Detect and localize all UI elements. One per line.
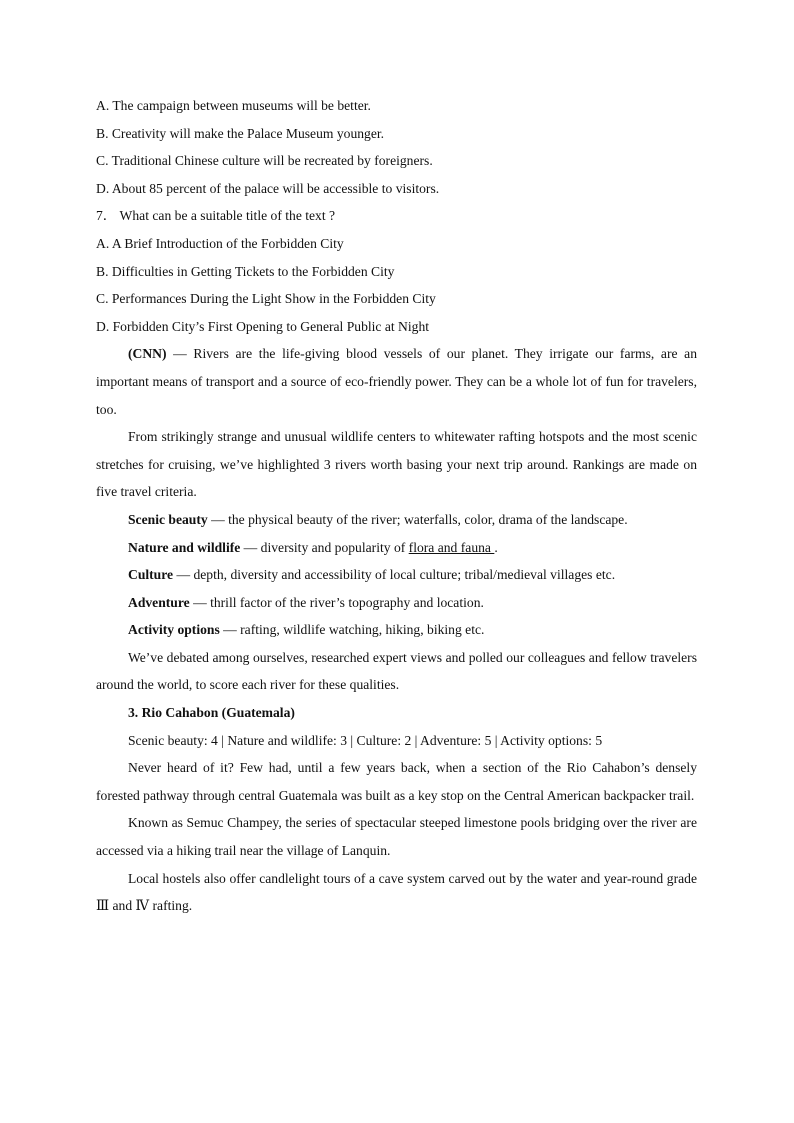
q6-option-a: A. The campaign between museums will be better. [96,98,371,113]
criterion-label: Activity options [128,622,220,638]
intro-source: (CNN) [128,346,167,362]
river-heading [96,699,697,727]
criterion-text: — depth, diversity and accessibility of local culture; tribal/medieval villages etc. [173,567,616,583]
criterion-text: — thrill factor of the river’s topography and location. [189,594,484,610]
q7-option-a: A. A Brief Introduction of the Forbidden City [96,235,344,251]
river-para-2: Known as Semuc Champey, the series of spectacular steeped limestone pools bridging over the river are accessed via a hiking trail near the village of Lanquin. [96,815,697,859]
criterion-label: Culture [128,567,174,583]
criterion-text: — the physical beauty of the river; waterfalls, color, drama of the landscape. [207,511,628,527]
intro-text: — Rivers are the life-giving blood vessels of our planet. They irrigate our farms, are an important means of transport and a source of eco-friendly power. They can be a whole lot of fun for travelers, too. [96,346,697,417]
q6-option-b: B. Creativity will make the Palace Museum younger. [96,125,385,141]
article-para-debate: We’ve debated among ourselves, researched expert views and polled our colleagues and fellow travelers around the world, to score each river for these qualities. [96,649,697,693]
article-para-2: From strikingly strange and unusual wildlife centers to whitewater rafting hotspots and the most scenic stretches for cruising, we’ve highlighted 3 rivers worth basing your next trip around. Rankings are made on five travel criteria. [96,429,697,500]
q7-option-c: C. Performances During the Light Show in the Forbidden City [96,291,436,307]
criterion-label: Adventure [128,594,190,610]
q7-option-b: B. Difficulties in Getting Tickets to the Forbidden City [96,263,395,279]
article-intro [96,340,697,423]
document-page [96,92,697,920]
river-heading-text: 3. Rio Cahabon (Guatemala) [128,705,295,721]
criterion-adventure [96,589,697,617]
criterion-nature-wildlife [96,534,697,562]
river-scores: Scenic beauty: 4 | Nature and wildlife: 3 | Culture: 2 | Adventure: 5 | Activity options: 5 [128,732,603,748]
q6-option-c: C. Traditional Chinese culture will be recreated by foreigners. [96,153,433,169]
underlined-phrase: flora and fauna [408,539,495,555]
criterion-label: Scenic beauty [128,511,208,527]
criterion-tail: . [494,539,498,555]
river-para-3: Local hostels also offer candlelight tours of a cave system carved out by the water and year-round grade Ⅲ and Ⅳ rafting. [96,870,697,914]
criterion-text: — rafting, wildlife watching, hiking, biking etc. [219,622,485,638]
criterion-scenic-beauty [96,506,697,534]
criterion-text: — diversity and popularity of [240,539,409,555]
criterion-culture [96,561,697,589]
q7-option-d: D. Forbidden City’s First Opening to General Public at Night [96,318,430,334]
river-para-1: Never heard of it? Few had, until a few years back, when a section of the Rio Cahabon’s densely forested pathway through central Guatemala was built as a key stop on the Central American backpacker trail. [96,760,697,803]
q7-question: 7． What can be a suitable title of the text ? [96,208,336,224]
q6-option-d: D. About 85 percent of the palace will be accessible to visitors. [96,180,440,196]
criterion-activity-options [96,616,697,644]
criterion-label: Nature and wildlife [128,539,241,555]
